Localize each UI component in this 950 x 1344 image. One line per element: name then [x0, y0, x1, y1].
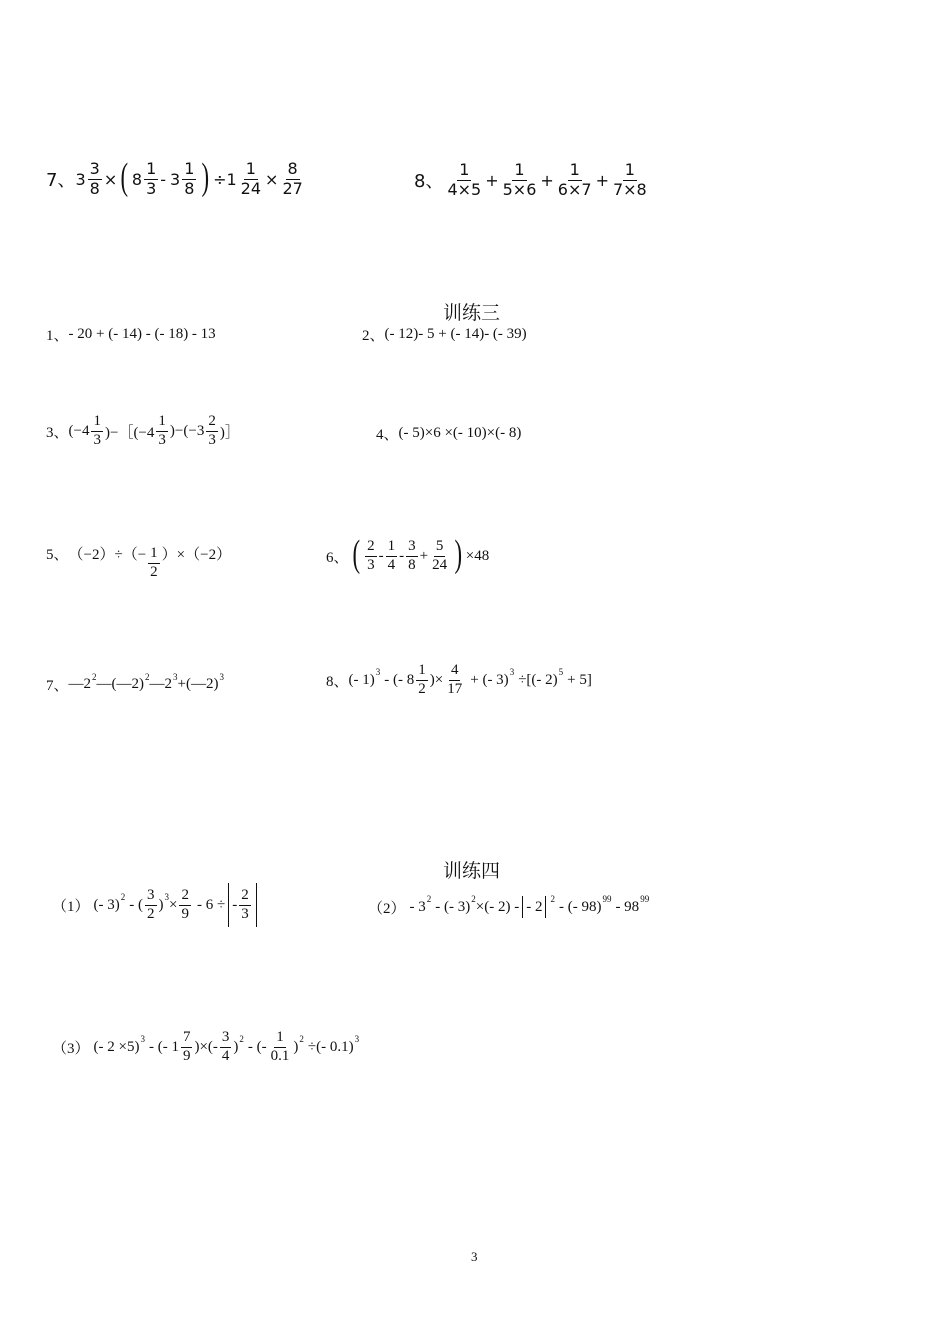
exponent: 3	[173, 671, 178, 682]
problem-label: （1）	[52, 898, 90, 915]
operator: -	[399, 547, 405, 564]
expression: (- 12)- 5 + (- 14)- (- 39)	[384, 326, 527, 342]
expression-part: - (- 1	[148, 1038, 179, 1055]
operator: ×	[265, 169, 279, 189]
fraction: $\frac{1}{8}$	[184, 158, 195, 198]
exponent: 2	[471, 894, 476, 904]
fraction: $\frac{1}{2}$	[150, 545, 158, 580]
expression: - 20 + (- 14) - (- 18) - 13	[68, 326, 216, 342]
expression-part: + 5]	[567, 671, 592, 688]
fraction: $\frac{1}{4\times 5}$	[447, 160, 482, 199]
expression-part: - 2	[526, 898, 543, 915]
problem-label: （2）	[368, 900, 406, 917]
fraction: $\frac{1}{3}$	[158, 413, 166, 448]
expression-part: - (	[129, 896, 144, 913]
problem-label: 6、	[326, 549, 349, 566]
operator: -	[378, 547, 384, 564]
exponent: 3	[164, 892, 170, 902]
operator: +	[595, 170, 609, 190]
operator: +	[419, 547, 429, 564]
operator: -	[160, 169, 167, 189]
exponent: 3	[509, 667, 515, 678]
fraction: $\frac{5}{24}$	[432, 537, 448, 573]
expression-part: (- 1)	[348, 671, 375, 688]
problem-label: 5、	[46, 546, 69, 563]
problem-a8	[414, 162, 651, 199]
expression-part: )］	[219, 424, 240, 441]
exponent: 99	[602, 894, 612, 904]
left-paren: (	[352, 533, 360, 575]
exponent: 3	[140, 1034, 145, 1045]
expression-part: ÷(- 0.1)	[307, 1038, 354, 1055]
fraction: $\frac{3}{2}$	[147, 886, 155, 922]
operator: -	[232, 896, 238, 913]
right-paren: )	[201, 156, 210, 198]
expression: (- 5)×6 ×(- 10)×(- 8)	[398, 425, 522, 441]
problem-3-5	[46, 536, 232, 580]
operator: ×	[103, 169, 118, 189]
problem-3-3	[46, 414, 240, 449]
expression-part: —(—2)	[96, 676, 145, 692]
exponent: 2	[550, 894, 555, 904]
problem-3-8	[326, 663, 592, 698]
problem-label: 7、	[46, 170, 76, 191]
exponent: 3	[354, 1034, 360, 1045]
expression-part: —2	[68, 676, 92, 692]
exponent: 2	[426, 894, 432, 904]
exponent: 99	[640, 894, 650, 904]
operator: ÷1	[213, 169, 237, 189]
left-paren: (	[120, 156, 129, 198]
expression-part: ）×（−2）	[161, 546, 232, 563]
expression-part: - (- 98)	[558, 898, 602, 915]
problem-4-2	[368, 896, 649, 918]
fraction: $\frac{3}{8}$	[89, 158, 100, 198]
problem-3-2	[362, 324, 527, 345]
expression-part: ×48	[465, 547, 490, 564]
problem-3-1	[46, 324, 216, 345]
absolute-value-bar	[522, 896, 523, 918]
expression-part: (- 3)	[93, 896, 120, 913]
fraction: $\frac{2}{3}$	[208, 413, 216, 448]
problem-label: 8、	[326, 673, 349, 690]
fraction: $\frac{1}{5\times 6}$	[502, 160, 537, 199]
fraction: $\frac{2}{3}$	[241, 886, 249, 922]
expression-part: - (- 3)	[435, 898, 471, 915]
fraction: $\frac{8}{27}$	[282, 158, 303, 198]
expression-part: - 6 ÷	[196, 896, 226, 913]
operator: +	[485, 170, 499, 190]
fraction: $\frac{1}{24}$	[240, 158, 262, 198]
problem-3-7	[46, 671, 224, 695]
problem-label: 4、	[376, 427, 399, 443]
exponent: 2	[145, 671, 150, 682]
expression-part: )	[158, 896, 164, 913]
fraction: $\frac{7}{9}$	[182, 1029, 191, 1064]
absolute-value-bar	[545, 896, 546, 918]
exponent: 2	[299, 1034, 304, 1045]
whole-number: 3	[170, 169, 181, 189]
problem-label: 3、	[46, 424, 69, 441]
exponent: 2	[92, 671, 97, 682]
problem-label: （3）	[52, 1040, 90, 1057]
expression-part: (−4	[68, 422, 90, 439]
problem-4-1	[52, 883, 260, 927]
expression-part: )×	[429, 671, 444, 688]
exponent: 3	[219, 671, 224, 682]
fraction: $\frac{2}{3}$	[367, 537, 375, 573]
fraction: $\frac{1}{6\times 7}$	[557, 160, 592, 199]
exponent: 2	[239, 1034, 244, 1045]
fraction: $\frac{3}{8}$	[408, 537, 416, 573]
page-number: 3	[471, 1249, 478, 1264]
expression-part: - (-	[247, 1038, 267, 1055]
section-title: 训练四	[443, 860, 501, 882]
fraction: $\frac{3}{4}$	[221, 1029, 230, 1064]
fraction: $\frac{1}{2}$	[418, 662, 426, 697]
expression-part: )−［(−4	[104, 424, 155, 441]
whole-number: 8	[131, 169, 143, 189]
absolute-value-bar	[256, 883, 257, 927]
expression-part: (- 2 ×5)	[93, 1038, 140, 1055]
problem-label: 8、	[414, 171, 444, 193]
fraction: $\frac{1}{7\times 8}$	[612, 160, 647, 199]
expression-part: )	[293, 1038, 299, 1055]
expression-part: - 98	[615, 898, 640, 915]
exponent: 2	[120, 892, 126, 902]
fraction: $\frac{1}{0.1}$	[270, 1029, 290, 1064]
operator: ×	[169, 896, 178, 913]
fraction: $\frac{1}{4}$	[387, 537, 396, 573]
expression-part: )−(−3	[169, 422, 205, 439]
right-paren: )	[454, 533, 463, 575]
exponent: 5	[558, 667, 564, 678]
problem-4-3	[52, 1030, 359, 1065]
expression-part: + (- 3)	[470, 671, 509, 688]
problem-a7	[46, 156, 307, 198]
problem-label: 1、	[46, 328, 69, 344]
expression-part: - 3	[409, 898, 426, 915]
fraction: $\frac{1}{3}$	[93, 413, 101, 448]
expression-part: ÷[(- 2)	[518, 671, 558, 688]
problem-label: 7、	[46, 678, 69, 694]
fraction: $\frac{2}{9}$	[181, 886, 189, 922]
section-title: 训练三	[443, 302, 501, 324]
problem-label: 2、	[362, 328, 385, 344]
exponent: 3	[375, 667, 381, 678]
expression-part: )	[233, 1038, 239, 1055]
whole-number: 3	[75, 169, 86, 189]
expression-part: )×(-	[194, 1038, 218, 1055]
expression-part: - (- 8	[384, 671, 415, 688]
fraction: $\frac{1}{3}$	[146, 158, 157, 198]
expression-part: —2	[149, 676, 173, 692]
expression-part: ×(- 2) -	[475, 898, 520, 915]
expression-part: （−2）÷（−	[68, 546, 147, 563]
problem-3-4	[376, 423, 521, 444]
fraction: $\frac{4}{17}$	[447, 662, 463, 697]
expression-part: +(—2)	[177, 676, 219, 692]
absolute-value-bar	[228, 883, 229, 927]
problem-3-6	[326, 533, 490, 575]
operator: +	[540, 170, 554, 190]
